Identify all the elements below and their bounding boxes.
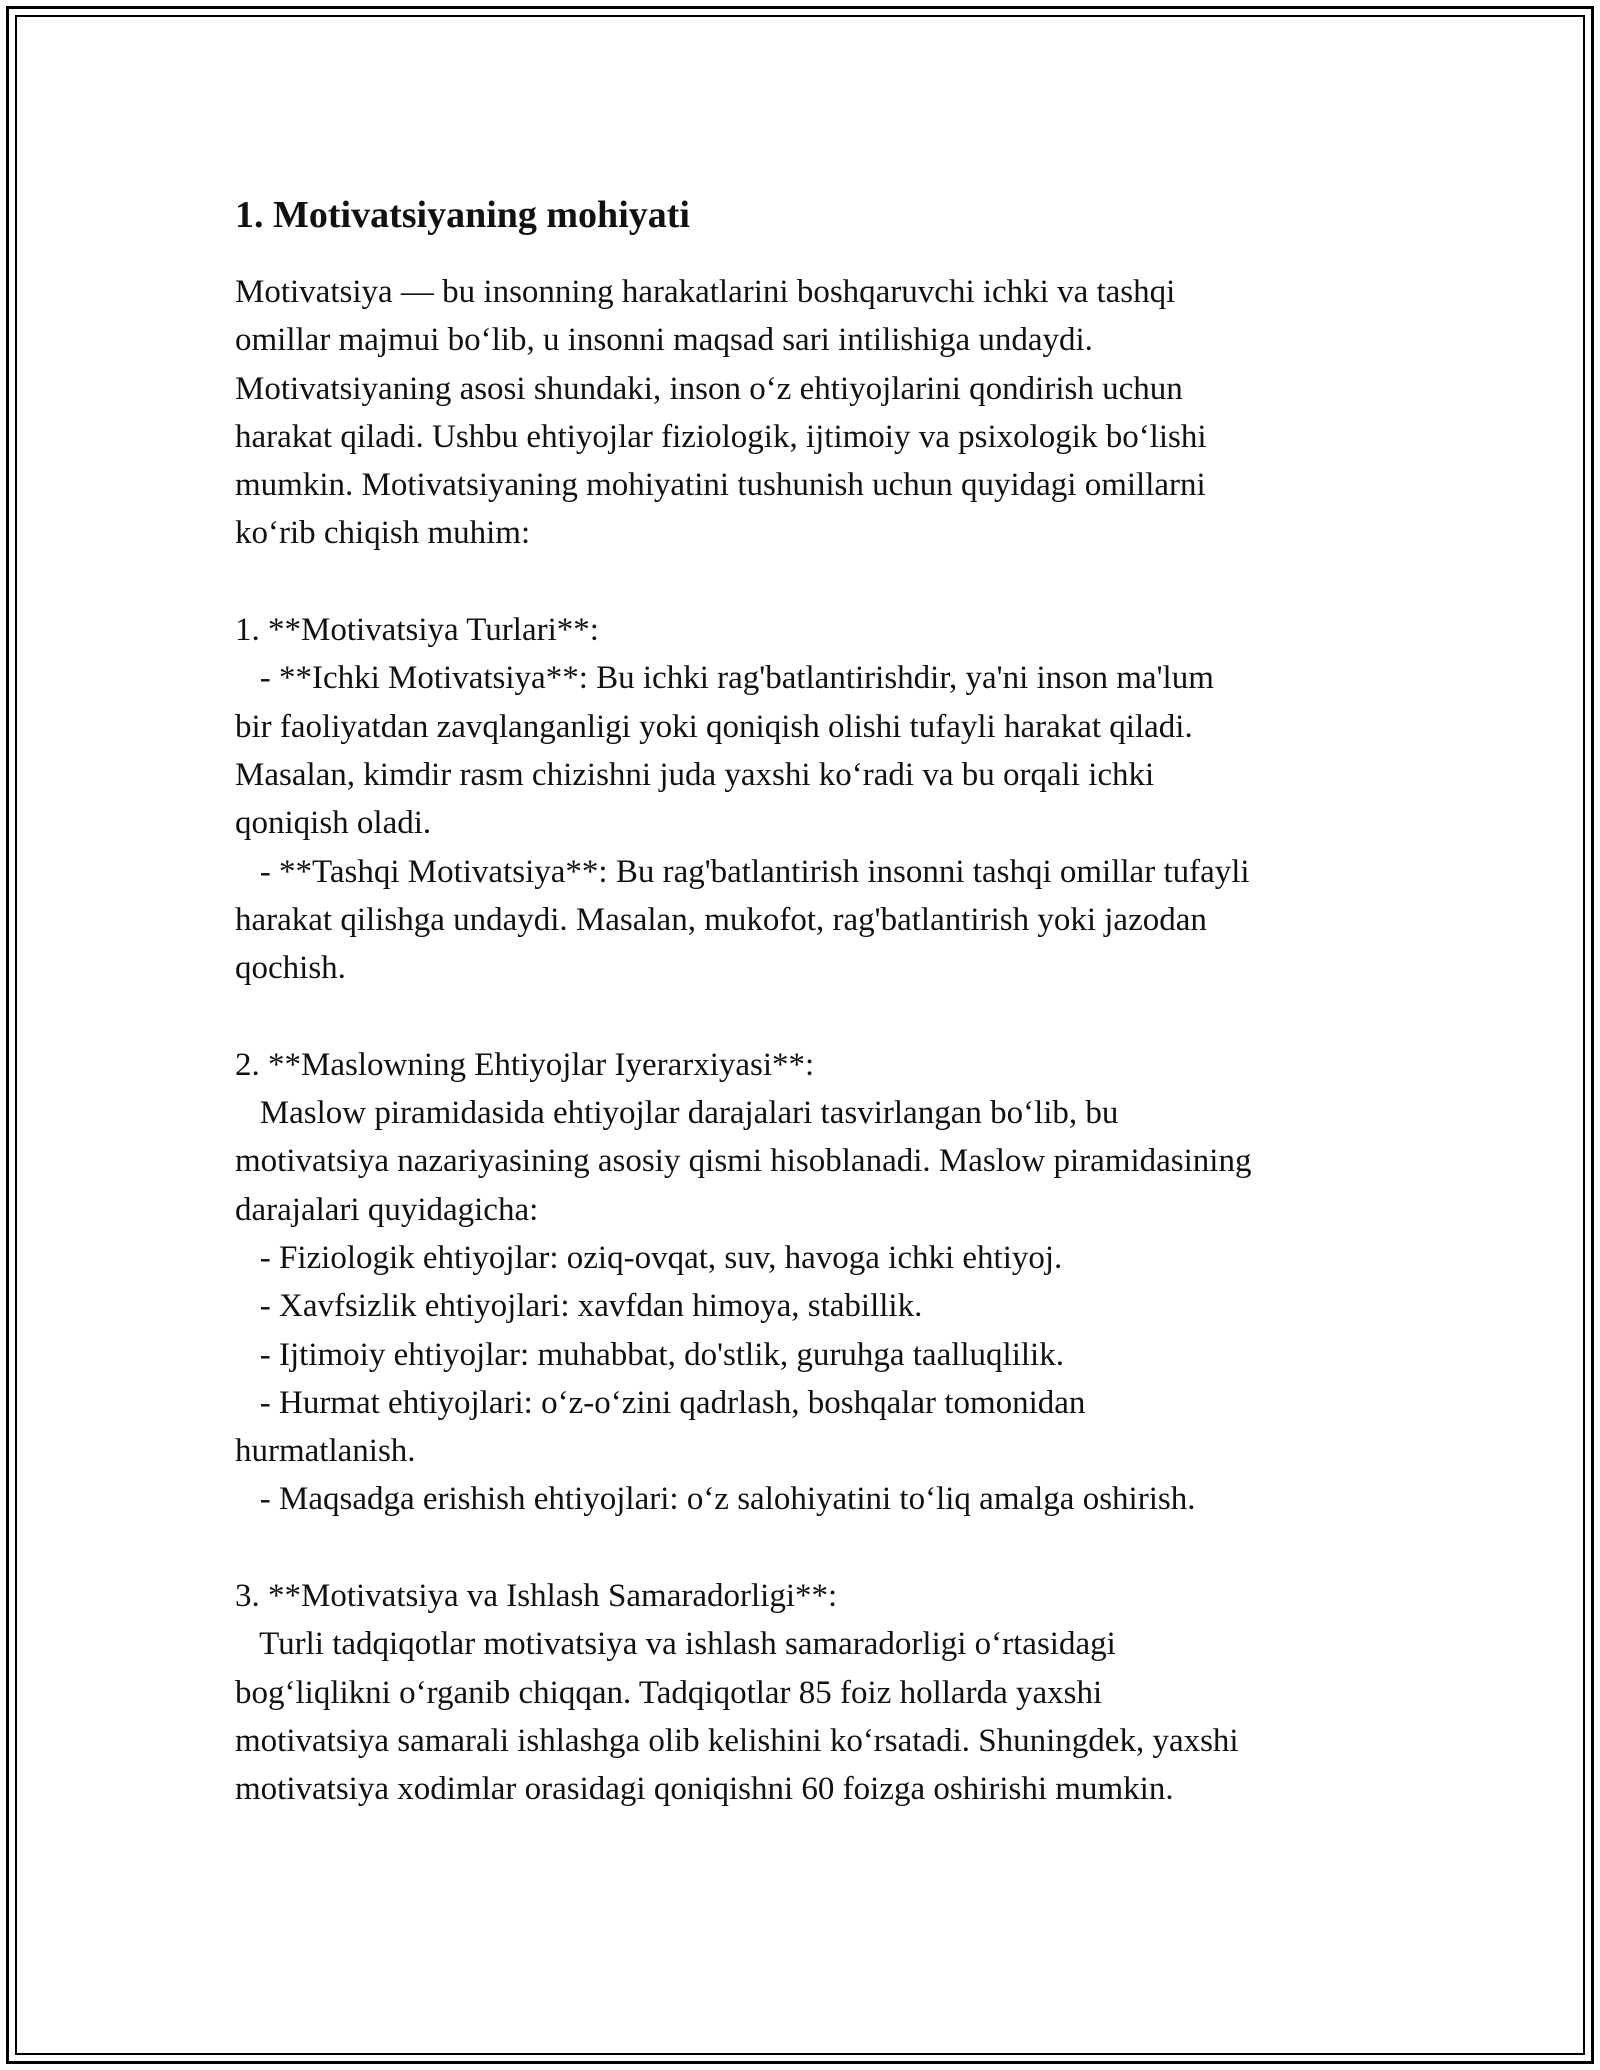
list-item: - Xavfsizlik ehtiyojlari: xavfdan himoya, stabillik. xyxy=(235,1288,923,1325)
text-line: harakat qilishga undaydi. Masalan, mukofot, rag'batlantirish yoki jazodan xyxy=(235,901,1207,938)
text-line: Turli tadqiqotlar motivatsiya va ishlash samaradorligi oʻrtasidagi xyxy=(235,1626,1116,1663)
list-item: - Ijtimoiy ehtiyojlar: muhabbat, do'stlik, guruhga taalluqlilik. xyxy=(235,1336,1064,1373)
list-item: - Fiziologik ehtiyojlar: oziq-ovqat, suv, havoga ichki ehtiyoj. xyxy=(235,1239,1063,1276)
text-line: harakat qiladi. Ushbu ehtiyojlar fiziologik, ijtimoiy va psixologik boʻlishi xyxy=(235,418,1207,455)
intro-paragraph xyxy=(235,268,1375,558)
document-title: 1. Motivatsiyaning mohiyati xyxy=(235,194,690,236)
paragraph-gap xyxy=(235,992,1375,1040)
text-line: koʻrib chiqish muhim: xyxy=(235,515,531,552)
section-motivation-types xyxy=(235,606,1375,992)
text-line: Maslow piramidasida ehtiyojlar darajalari tasvirlangan boʻlib, bu xyxy=(235,1095,1119,1132)
text-line: - **Ichki Motivatsiya**: Bu ichki rag'batlantirishdir, ya'ni inson ma'lum xyxy=(235,660,1214,697)
text-line: darajalari quyidagicha: xyxy=(235,1191,539,1228)
section-maslow-hierarchy xyxy=(235,1041,1375,1524)
text-line: Masalan, kimdir rasm chizishni juda yaxshi koʻradi va bu orqali ichki xyxy=(235,756,1155,793)
section-heading: 1. **Motivatsiya Turlari**: xyxy=(235,612,599,649)
text-line: qoniqish oladi. xyxy=(235,805,432,842)
text-line: - **Tashqi Motivatsiya**: Bu rag'batlantirish insonni tashqi omillar tufayli xyxy=(235,853,1250,890)
paragraph-gap xyxy=(235,1524,1375,1572)
text-line: motivatsiya samarali ishlashga olib kelishini koʻrsatadi. Shuningdek, yaxshi xyxy=(235,1722,1239,1759)
text-line: motivatsiya nazariyasining asosiy qismi hisoblanadi. Maslow piramidasining xyxy=(235,1143,1252,1180)
paragraph-gap xyxy=(235,558,1375,606)
text-line: bogʻliqlikni oʻrganib chiqqan. Tadqiqotlar 85 foiz hollarda yaxshi xyxy=(235,1674,1103,1711)
text-line: omillar majmui boʻlib, u insonni maqsad sari intilishiga undaydi. xyxy=(235,322,1093,359)
section-heading: 2. **Maslowning Ehtiyojlar Iyerarxiyasi**: xyxy=(235,1046,815,1083)
text-line: hurmatlanish. xyxy=(235,1433,416,1470)
text-line: bir faoliyatdan zavqlanganligi yoki qoniqish olishi tufayli harakat qiladi. xyxy=(235,708,1193,745)
text-line: Motivatsiya — bu insonning harakatlarini boshqaruvchi ichki va tashqi xyxy=(235,274,1176,310)
section-performance xyxy=(235,1572,1375,1813)
list-item: - Maqsadga erishish ehtiyojlari: oʻz salohiyatini toʻliq amalga oshirish. xyxy=(235,1481,1196,1518)
text-line: Motivatsiyaning asosi shundaki, inson oʻz ehtiyojlarini qondirish uchun xyxy=(235,370,1183,407)
text-line: qochish. xyxy=(235,950,346,987)
document-body xyxy=(235,188,1375,1814)
text-line: mumkin. Motivatsiyaning mohiyatini tushunish uchun quyidagi omillarni xyxy=(235,467,1206,504)
section-heading: 3. **Motivatsiya va Ishlash Samaradorligi**: xyxy=(235,1578,838,1615)
text-line: motivatsiya xodimlar orasidagi qoniqishni 60 foizga oshirishi mumkin. xyxy=(235,1771,1174,1808)
list-item: - Hurmat ehtiyojlari: oʻz-oʻzini qadrlash, boshqalar tomonidan xyxy=(235,1384,1086,1421)
